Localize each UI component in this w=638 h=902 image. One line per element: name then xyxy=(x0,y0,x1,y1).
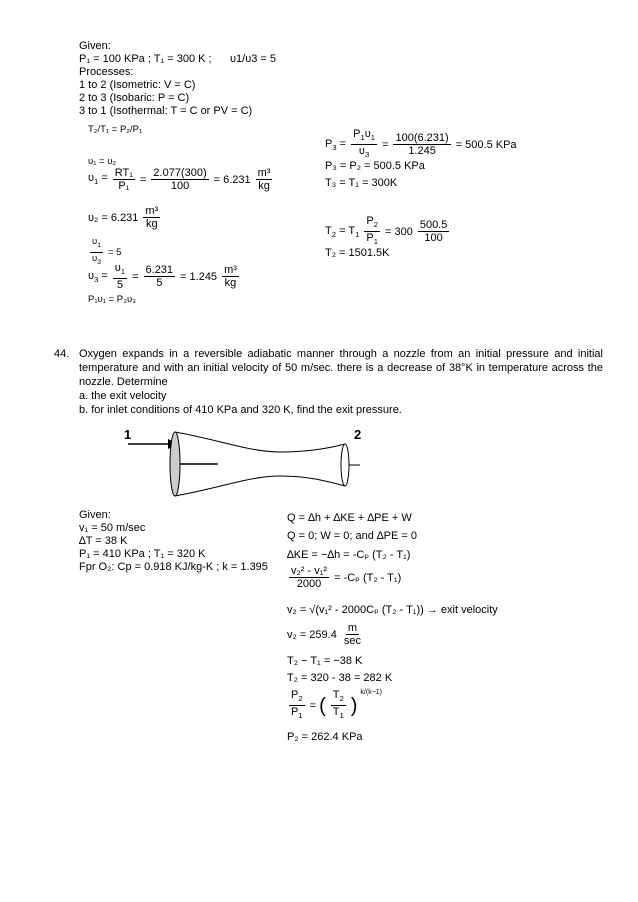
pressure-ratio-frac: $\frac{P_2}{P_1}$ xyxy=(291,689,303,721)
processes-heading: Processes: xyxy=(79,66,134,78)
t2-calc-eq: T₂ = 320 - 38 = 282 K xyxy=(287,672,393,684)
eq-t2-denominator: 100 xyxy=(424,232,443,245)
eq-v1-unit xyxy=(256,167,273,192)
temperature-ratio-frac: $\frac{T_2}{T_1}$ xyxy=(332,689,344,721)
unit-sec: sec xyxy=(343,635,361,647)
eq-v1-lhs: $\upsilon_1$ = xyxy=(88,172,108,187)
problem-line-3: nozzle. Determine xyxy=(79,376,168,388)
eq-t3-t1: T₃ = T₁ = 300K xyxy=(325,177,398,189)
velocity-eq xyxy=(287,565,401,590)
unit-m3: m³ xyxy=(224,264,237,277)
given-ratio: υ1/υ3 = 5 xyxy=(230,53,276,65)
unit-kg: kg xyxy=(145,218,158,230)
unit-kg: kg xyxy=(224,277,237,290)
eq-t2-numerator: 500.5 xyxy=(419,219,448,232)
given2-oxygen: Fpr O₂: Cp = 0.918 KJ/kg-K ; k = 1.395 xyxy=(79,561,268,573)
unit-m3: m³ xyxy=(257,167,271,179)
exit-pressure-result: P₂ = 262.4 KPa xyxy=(287,731,363,743)
exit-velocity-value: v₂ = 259.4 xyxy=(287,628,337,641)
velocity-frac xyxy=(289,565,329,590)
eq-v3-frac-numeric xyxy=(144,264,176,289)
exit-velocity-unit xyxy=(342,622,363,647)
eq-t2-result: T₂ = 1501.5K xyxy=(325,247,390,259)
pressure-ratio-eq: $\frac{P_2}{P_1}$ = ( $\frac{T_2}{T_1}$ ) k/(k−1) xyxy=(291,689,383,721)
eq-v1-equals-v2: υ₁ = υ₂ xyxy=(88,156,117,167)
eq-v1-calc: $\upsilon_1$ = $\frac{\text{RT₁}}{\text{P₁}}$ = $\frac{2.077(300)}{100}$ = 6.231 $\frac{\text{m³}}{kg}$ xyxy=(88,167,271,192)
eq-p3-calc: $P_3$ = $\frac{P_1\upsilon_1}{\upsilon_3}$ = $\frac{100(6.231)}{1.245}$ = 500.5 KPa xyxy=(325,128,517,160)
eq-t2-frac-symbolic: $\frac{P_2}{P_1}$ xyxy=(366,215,378,247)
velocity-rhs: = -Cₚ (T₂ - T₁) xyxy=(334,572,402,584)
eq-t2-frac-numeric xyxy=(418,219,450,244)
ratio-frac: $\frac{\upsilon_1}{\upsilon_3}$ xyxy=(92,236,101,266)
inlet-label: 1 xyxy=(124,427,132,442)
eq-p3-denominator: 1.245 xyxy=(408,145,436,158)
eq-temp-pressure-ratio: T₂/T₁ = P₂/P₁ xyxy=(88,124,143,135)
problem-line-2: temperature and with an initial velocity of 50 m/sec. there is a decrease of 38°K in temperature across the xyxy=(79,362,603,374)
unit-m3: m³ xyxy=(145,205,159,217)
process-1-2: 1 to 2 (Isometric: V = C) xyxy=(79,79,196,91)
nozzle-diagram xyxy=(120,427,380,500)
eq-v2-value xyxy=(88,205,162,230)
inlet-face xyxy=(170,432,180,496)
eq-isothermal: P₁υ₁ = P₃υ₃ xyxy=(88,294,137,305)
eq-t2-mid: = 300 xyxy=(384,225,413,238)
eq-p3-frac-symbolic: $\frac{P_1\upsilon_1}{\upsilon_3}$ xyxy=(353,128,376,160)
eq-t2-calc: $T_2 = T_1$ $\frac{P_2}{P_1}$ = 300 $\frac{500.5}{100}$ xyxy=(325,215,448,247)
exit-velocity-formula: v₂ = √(v₁² - 2000Cₚ (T₂ - T₁)) → exit velocity xyxy=(287,604,498,616)
problem-part-b: b. for inlet conditions of 410 KPa and 320 K, find the exit pressure. xyxy=(79,404,402,416)
eq-v3-calc: $\upsilon_3$ = $\frac{\upsilon_1}{5}$ = $\frac{6.231}{5}$ = 1.245 $\frac{\text{m³}}{kg}$ xyxy=(88,262,237,292)
energy-equation: Q = ∆h + ∆KE + ∆PE + W xyxy=(287,512,412,524)
problem-line-1: Oxygen expands in a reversible adiabatic manner through a nozzle from an initial pressure and initial xyxy=(79,348,603,360)
outlet-label: 2 xyxy=(354,427,362,442)
eq-v1-frac-symbolic xyxy=(113,167,135,192)
eq-v3-denominator: 5 xyxy=(156,277,163,290)
given2-delta-t: ∆T = 38 K xyxy=(79,535,128,547)
eq-v3-numerator: 6.231 xyxy=(145,264,174,277)
eq-p3-result: = 500.5 KPa xyxy=(455,138,517,151)
given2-heading: Given: xyxy=(79,509,111,521)
nozzle-top-wall xyxy=(175,432,345,452)
eq-p3-frac-numeric xyxy=(393,132,450,157)
outlet-face xyxy=(341,444,349,486)
temp-drop-eq: T₂ − T₁ = −38 K xyxy=(287,655,363,667)
exit-velocity-result xyxy=(287,622,365,647)
eq-p3-numerator: 100(6.231) xyxy=(395,132,449,145)
ratio-result: = 5 xyxy=(107,246,122,258)
given-heading: Given: xyxy=(79,40,111,52)
energy-conditions: Q = 0; W = 0; and ∆PE = 0 xyxy=(287,530,417,542)
eq-v1-result: = 6.231 xyxy=(213,173,251,186)
given2-inlet: P₁ = 410 KPa ; T₁ = 320 K xyxy=(79,548,206,560)
problem-number: 44. xyxy=(54,348,70,360)
eq-v1-numerator: RT₁ xyxy=(114,167,133,179)
isentropic-exponent: k/(k−1) xyxy=(360,689,383,696)
eq-v1-numerator-value: 2.077(300) xyxy=(153,167,207,179)
problem-part-a: a. the exit velocity xyxy=(79,390,167,402)
process-3-1: 3 to 1 (Isothermal: T = C or PV = C) xyxy=(79,105,253,117)
eq-v2-text: υ₂ = 6.231 xyxy=(88,211,139,224)
velocity-numerator: v₂² - v₁² xyxy=(291,565,328,577)
eq-v1-frac-numeric xyxy=(151,167,208,192)
eq-v3-frac-symbolic: $\frac{\upsilon_1}{5}$ xyxy=(114,262,126,292)
unit-m: m xyxy=(347,622,357,634)
nozzle-bottom-wall xyxy=(175,476,345,496)
velocity-denominator: 2000 xyxy=(296,578,322,590)
eq-p3-p2: P₃ = P₂ = 500.5 KPa xyxy=(325,160,425,172)
given-line-p1-t1: P₁ = 100 KPa ; T₁ = 300 K ; xyxy=(79,53,212,65)
given2-velocity: v₁ = 50 m/sec xyxy=(79,522,146,534)
eq-v1-denominator: P₁ xyxy=(118,180,130,192)
eq-v3-result: = 1.245 xyxy=(180,270,218,283)
delta-ke-eq: ∆KE = −∆h = -Cₚ (T₂ - T₁) xyxy=(287,549,411,561)
eq-v1-denominator-value: 100 xyxy=(170,180,190,192)
process-2-3: 2 to 3 (Isobaric: P = C) xyxy=(79,92,190,104)
unit-kg: kg xyxy=(258,180,270,192)
eq-v2-unit xyxy=(143,205,160,230)
eq-v3-unit xyxy=(222,264,239,289)
